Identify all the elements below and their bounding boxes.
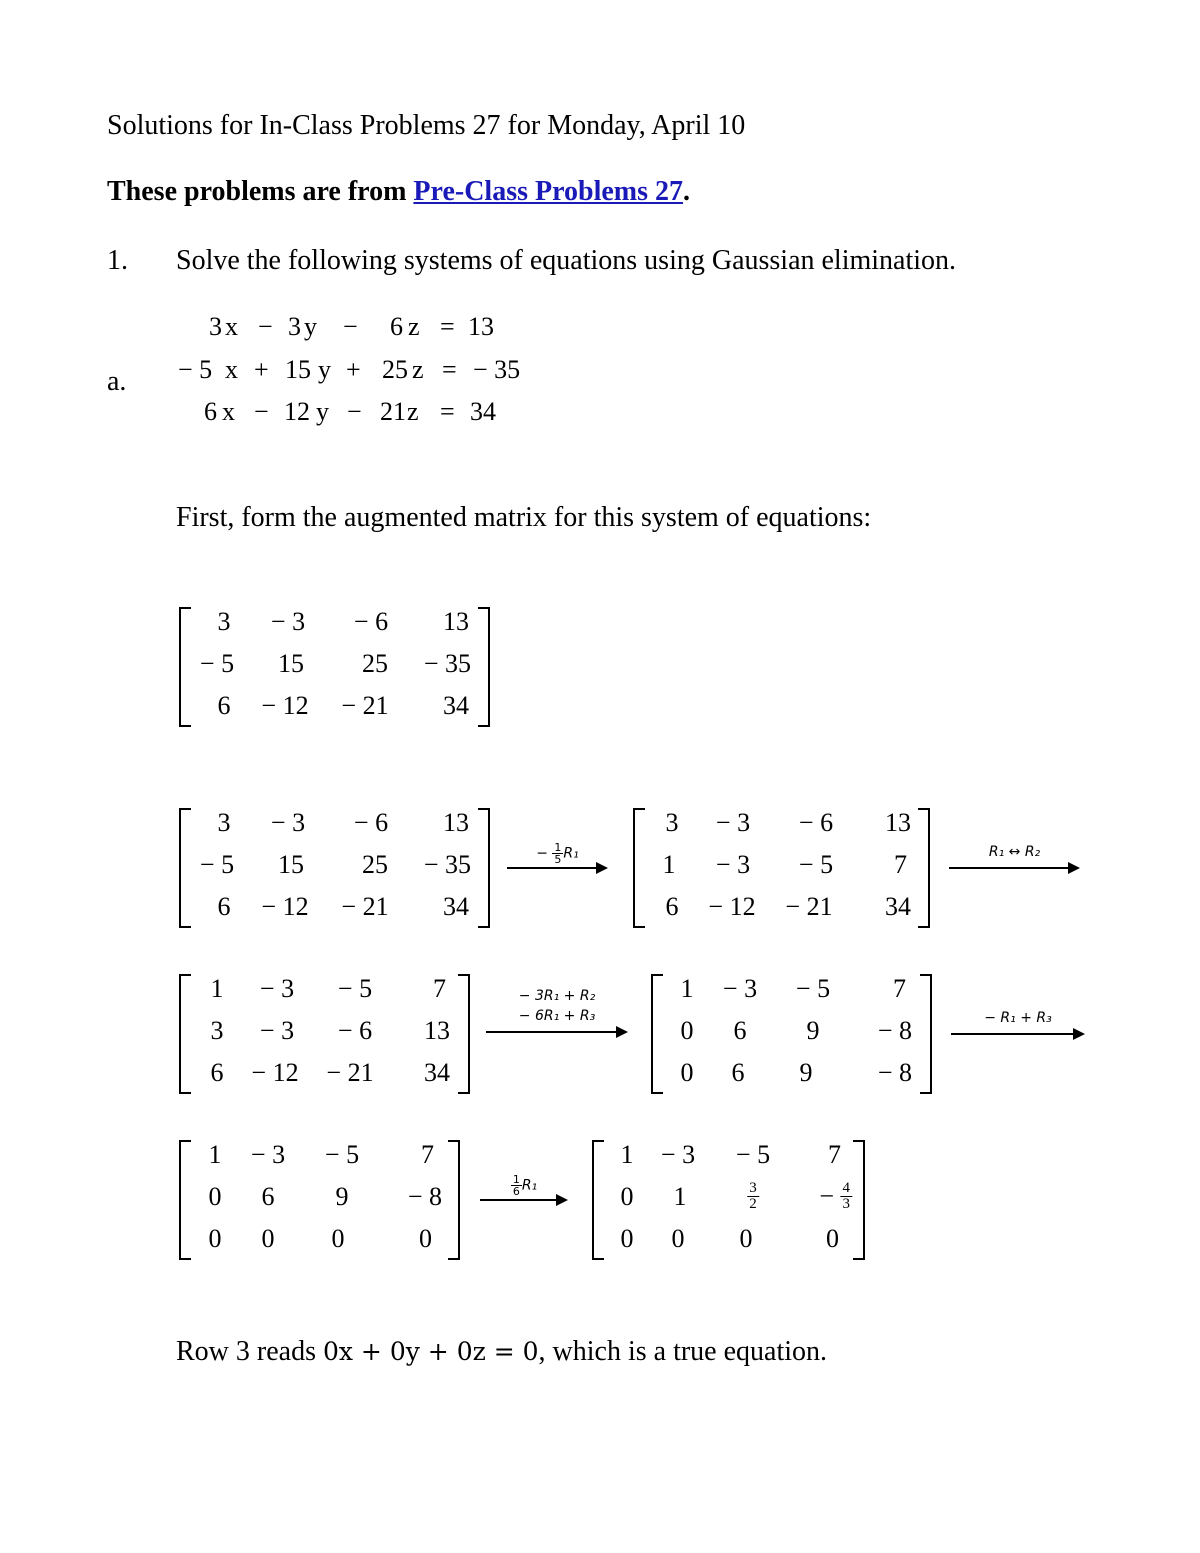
matrix-cell: 13 — [424, 1016, 450, 1045]
part-label: a. — [107, 366, 127, 397]
matrix-cell: 9 — [335, 1182, 349, 1211]
matrix-cell: 1 — [208, 1140, 222, 1169]
matrix-cell: − 3 — [722, 974, 758, 1003]
matrix-cell: 34 — [424, 1058, 450, 1087]
row-op-arrow-eliminate-row3 — [951, 1008, 1085, 1038]
matrix-cell: − 12 — [708, 892, 756, 921]
bracket-left — [651, 974, 663, 1094]
matrix-cell: 3 — [217, 808, 231, 837]
bracket-left — [633, 808, 645, 928]
matrix-cell: 13 — [443, 808, 469, 837]
matrix-cell: 13 — [443, 607, 469, 636]
source-note — [107, 176, 690, 208]
row-variable: R₁ — [563, 845, 579, 862]
matrix-cell: − 6 — [337, 1016, 373, 1045]
matrix-cell: − 3 — [259, 1016, 295, 1045]
problem-number: 1. — [107, 245, 128, 276]
fraction — [511, 1174, 522, 1197]
minus-sign: − — [819, 1181, 834, 1211]
row-op-label-1: − 3R₁ + R₂ — [518, 988, 596, 1004]
matrix-cell: 0 — [419, 1224, 432, 1253]
arrow-shaft — [507, 867, 598, 869]
matrix-cell: 1 — [673, 1182, 687, 1211]
matrix-cell: 3 — [217, 607, 231, 636]
matrix-cell: 0 — [680, 1058, 694, 1087]
matrix-cell: − 12 — [261, 892, 309, 921]
arrow-head — [616, 1026, 628, 1038]
row-op-label: R₁ ↔ R₂ — [988, 844, 1041, 860]
conclusion-prefix: Row 3 reads — [176, 1336, 323, 1367]
matrix-cell: 0 — [208, 1182, 222, 1211]
fraction-den: 2 — [749, 1196, 757, 1212]
matrix-cell: 0 — [620, 1182, 634, 1211]
fraction-num: 4 — [842, 1180, 850, 1196]
matrix-cell: 1 — [680, 974, 694, 1003]
bracket-right — [448, 1140, 460, 1260]
matrix-cell: 13 — [885, 808, 911, 837]
bracket-right — [920, 974, 932, 1094]
matrix-cell: − 8 — [407, 1182, 442, 1211]
fraction-den: 3 — [842, 1196, 850, 1212]
matrix-cell: 15 — [278, 850, 304, 879]
bracket-left — [179, 607, 191, 727]
matrix-cell: − 3 — [259, 974, 295, 1003]
matrix-cell: 0 — [671, 1224, 685, 1253]
matrix-cell: 15 — [278, 649, 304, 678]
matrix-cell: − 3 — [660, 1140, 696, 1169]
source-note-text: These problems are from — [107, 176, 414, 207]
matrix-cell: − 12 — [251, 1058, 299, 1087]
row-variable: R₁ — [521, 1177, 538, 1194]
matrix-cell: − 3 — [270, 808, 306, 837]
matrix-cell-fraction — [747, 1181, 759, 1212]
fraction-num: 1 — [554, 841, 562, 854]
matrix-cell: − 5 — [324, 1140, 360, 1169]
matrix-cell: − 6 — [353, 808, 389, 837]
conclusion — [176, 1336, 827, 1368]
minus-sign: − — [536, 845, 548, 862]
fraction — [841, 1181, 853, 1212]
matrix-cell: 34 — [443, 691, 469, 720]
matrix-cell: 34 — [885, 892, 911, 921]
matrix-cell: 1 — [620, 1140, 634, 1169]
arrow-head — [596, 862, 608, 874]
matrix-cell: − 5 — [337, 974, 373, 1003]
bracket-right — [478, 808, 490, 928]
matrix-cell: − 5 — [199, 649, 235, 678]
matrix-cell: 9 — [799, 1058, 813, 1087]
bracket-right — [458, 974, 470, 1094]
row-op-arrow-scale-r1 — [507, 842, 608, 872]
conclusion-suffix: , which is a true equation. — [538, 1336, 828, 1367]
matrix-cell: 6 — [731, 1058, 745, 1087]
matrix-cell: 0 — [739, 1224, 753, 1253]
matrix-cell: 6 — [261, 1182, 275, 1211]
bracket-left — [592, 1140, 604, 1260]
arrow-head — [1073, 1028, 1085, 1040]
row-op-arrow-swap — [949, 842, 1080, 872]
matrix-cell: 0 — [620, 1224, 634, 1253]
matrix-cell: 7 — [828, 1140, 841, 1169]
fraction-num: 3 — [749, 1180, 757, 1196]
matrix-cell: 25 — [362, 850, 388, 879]
augmented-intro: First, form the augmented matrix for this system of equations: — [176, 502, 872, 533]
matrix-cell: − 21 — [341, 691, 389, 720]
fraction-num: 1 — [512, 1173, 520, 1186]
matrix-cell: 6 — [217, 691, 231, 720]
arrow-head — [1068, 862, 1080, 874]
matrix-cell: 0 — [208, 1224, 222, 1253]
matrix-cell: 0 — [680, 1016, 694, 1045]
matrix-cell: − 35 — [423, 649, 471, 678]
matrix-cell: 7 — [893, 974, 906, 1003]
matrix-cell: 6 — [210, 1058, 224, 1087]
matrix-cell: − 5 — [735, 1140, 771, 1169]
matrix-cell: − 5 — [795, 974, 831, 1003]
matrix-cell: 25 — [362, 649, 388, 678]
matrix-cell: 0 — [261, 1224, 275, 1253]
row-op-label — [507, 842, 608, 865]
matrix-cell: − 5 — [199, 850, 235, 879]
row-op-label-2: − 6R₁ + R₃ — [518, 1008, 596, 1024]
matrix-cell: 6 — [665, 892, 679, 921]
matrix-cell: − 21 — [785, 892, 833, 921]
arrow-shaft — [949, 867, 1070, 869]
matrix-cell: 7 — [433, 974, 446, 1003]
matrix-cell: − 21 — [341, 892, 389, 921]
matrix-cell: 1 — [210, 974, 224, 1003]
matrix-cell: 7 — [894, 850, 907, 879]
matrix-cell: − 5 — [798, 850, 834, 879]
fraction — [552, 842, 563, 865]
row-op-label: − R₁ + R₃ — [984, 1010, 1052, 1026]
matrix-cell: − 6 — [798, 808, 834, 837]
matrix-cell: − 3 — [250, 1140, 286, 1169]
bracket-right — [918, 808, 930, 928]
arrow-shaft — [951, 1033, 1075, 1035]
matrix-cell: − 12 — [261, 691, 309, 720]
matrix-cell: − 8 — [877, 1016, 912, 1045]
row-op-label — [480, 1174, 568, 1197]
row-op-arrow-eliminate-col1 — [486, 988, 628, 1036]
matrix-cell: 6 — [217, 892, 231, 921]
matrix-cell: 0 — [331, 1224, 345, 1253]
conclusion-equation: 0x + 0y + 0z = 0 — [322, 1337, 539, 1366]
fraction-den: 5 — [554, 853, 562, 866]
matrix-cell: 3 — [210, 1016, 224, 1045]
matrix-cell: − 35 — [423, 850, 471, 879]
arrow-head — [556, 1194, 568, 1206]
problem-statement: Solve the following systems of equations using Gaussian elimination. — [176, 245, 957, 276]
matrix-cell: 6 — [733, 1016, 747, 1045]
pre-class-problems-link[interactable]: Pre-Class Problems 27 — [413, 176, 684, 207]
matrix-cell: 7 — [421, 1140, 434, 1169]
matrix-cell: 0 — [826, 1224, 839, 1253]
bracket-left — [179, 974, 191, 1094]
matrix-cell: − 3 — [270, 607, 306, 636]
row-op-arrow-scale-r2 — [480, 1174, 568, 1204]
bracket-right — [478, 607, 490, 727]
bracket-left — [179, 1140, 191, 1260]
matrix-cell: − 3 — [715, 808, 751, 837]
arrow-shaft — [480, 1199, 558, 1201]
matrix-cell: − 6 — [353, 607, 389, 636]
fraction-den: 6 — [512, 1185, 520, 1198]
arrow-shaft — [486, 1031, 618, 1033]
matrix-cell-fraction — [819, 1181, 852, 1212]
matrix-cell: 9 — [806, 1016, 820, 1045]
fraction — [747, 1181, 759, 1212]
matrix-cell: 1 — [662, 850, 676, 879]
matrix-cell: − 8 — [877, 1058, 912, 1087]
page-title: Solutions for In-Class Problems 27 for Monday, April 10 — [107, 110, 746, 141]
matrix-cell: − 21 — [326, 1058, 374, 1087]
bracket-left — [179, 808, 191, 928]
matrix-cell: − 3 — [715, 850, 751, 879]
source-note-end: . — [683, 176, 691, 207]
bracket-right — [853, 1140, 865, 1260]
matrix-cell: 3 — [665, 808, 679, 837]
matrix-cell: 34 — [443, 892, 469, 921]
